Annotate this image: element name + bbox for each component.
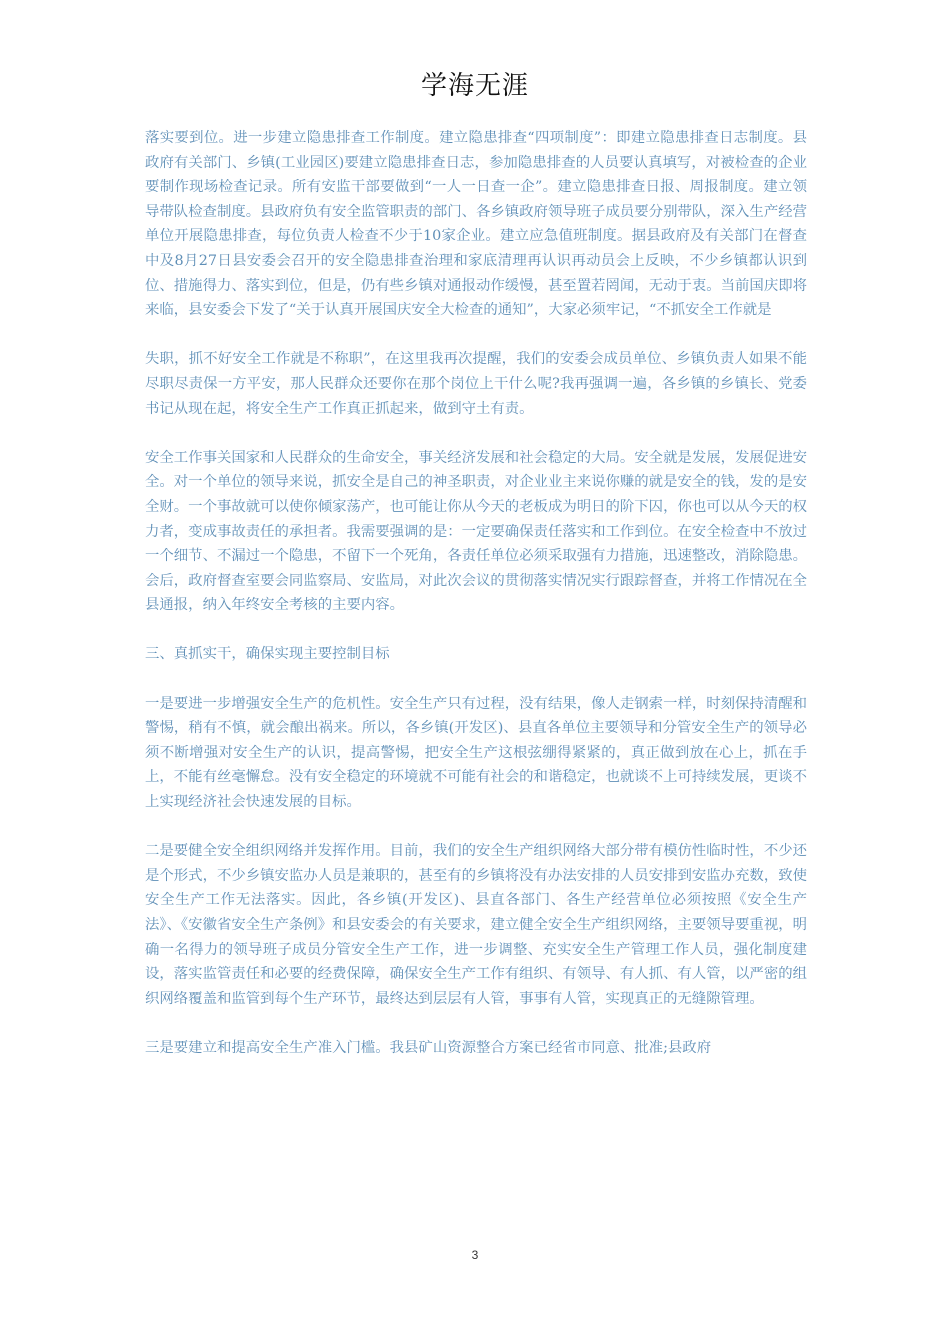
document-body <box>145 126 807 1085</box>
page-number: 3 <box>471 1248 479 1262</box>
paragraph-5: 二是要健全安全组织网络并发挥作用。目前，我们的安全生产组织网络大部分带有模仿性临时性，不少还是个形式，不少乡镇安监办人员是兼职的，甚至有的乡镇将没有办法安排的人员安排到安监办充数，致使安全生产工作无法落实。因此，各乡镇(开发区)、县直各部门、各生产经营单位必须按照《安全生产法》、《安徽省安全生产条例》和县安委会的有关要求，建立健全安全生产组织网络，主要领导要重视，明确一名得力的领导班子成员分管安全生产工作，进一步调整、充实安全生产管理工作人员，强化制度建设，落实监管责任和必要的经费保障，确保安全生产工作有组织、有领导、有人抓、有人管，以严密的组织网络覆盖和监管到每个生产环节，最终达到层层有人管，事事有人管，实现真正的无缝隙管理。 <box>145 843 807 1007</box>
paragraph-6: 三是要建立和提高安全生产准入门槛。我县矿山资源整合方案已经省市同意、批准;县政府 <box>145 1039 712 1056</box>
section-heading: 三、真抓实干，确保实现主要控制目标 <box>145 646 390 663</box>
paragraph-2: 失职，抓不好安全工作就是不称职”，在这里我再次提醒，我们的安委会成员单位、乡镇负责人如果不能尽职尽责保一方平安，那人民群众还要你在那个岗位上干什么呢?我再强调一遍，各乡镇的乡镇长、党委书记从现在起，将安全生产工作真正抓起来，做到守土有责。 <box>145 351 807 417</box>
paragraph-4: 一是要进一步增强安全生产的危机性。安全生产只有过程，没有结果，像人走钢索一样，时刻保持清醒和警惕，稍有不慎，就会酿出祸来。所以，各乡镇(开发区)、县直各单位主要领导和分管安全生产的领导必须不断增强对安全生产的认识，提高警惕，把安全生产这根弦绷得紧紧的，真正做到放在心上，抓在手上，不能有丝毫懈怠。没有安全稳定的环境就不可能有社会的和谐稳定，也就谈不上可持续发展，更谈不上实现经济社会快速发展的目标。 <box>145 695 807 811</box>
paragraph-3: 安全工作事关国家和人民群众的生命安全，事关经济发展和社会稳定的大局。安全就是发展，发展促进安全。对一个单位的领导来说，抓安全是自己的神圣职责，对企业业主来说你赚的就是安全的钱，发的是安全财。一个事故就可以使你倾家荡产，也可能让你从今天的老板成为明日的阶下囚，你也可以从今天的权力者，变成事故责任的承担者。我需要强调的是：一定要确保责任落实和工作到位。在安全检查中不放过一个细节、不漏过一个隐患，不留下一个死角，各责任单位必须采取强有力措施，迅速整改，消除隐患。会后，政府督查室要会同监察局、安监局，对此次会议的贯彻落实情况实行跟踪督查，并将工作情况在全县通报，纳入年终安全考核的主要内容。 <box>145 449 807 614</box>
paragraph-1: 落实要到位。进一步建立隐患排查工作制度。建立隐患排查“四项制度”：即建立隐患排查日志制度。县政府有关部门、乡镇(工业园区)要建立隐患排查日志，参加隐患排查的人员要认真填写，对被检查的企业要制作现场检查记录。所有安监干部要做到“一人一日查一企”。建立隐患排查日报、周报制度。建立领导带队检查制度。县政府负有安全监管职责的部门、各乡镇政府领导班子成员要分别带队，深入生产经营单位开展隐患排查，每位负责人检查不少于10家企业。建立应急值班制度。据县政府及有关部门在督查中及8月27日县安委会召开的安全隐患排查治理和家底清理再认识再动员会上反映，不少乡镇都认识到位、措施得力、落实到位，但是，仍有些乡镇对通报动作缓慢，甚至置若罔闻，无动于衷。当前国庆即将来临，县安委会下发了“关于认真开展国庆安全大检查的通知”，大家必须牢记，“不抓安全工作就是 <box>145 130 807 319</box>
page-title: 学海无涯 <box>420 71 529 101</box>
